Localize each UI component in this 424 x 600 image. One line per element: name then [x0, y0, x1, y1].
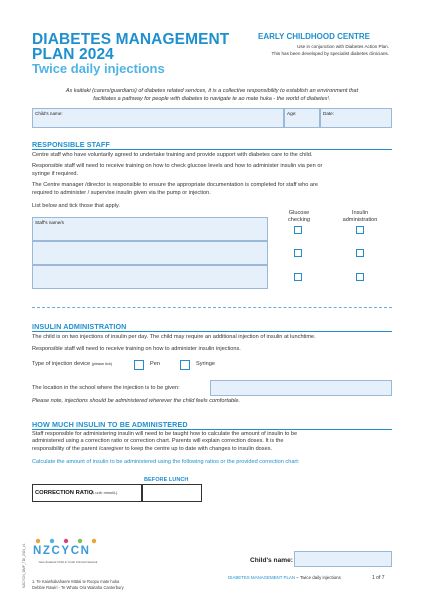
- insulin-checkbox-1[interactable]: [356, 226, 364, 234]
- staff-p2-line2: syringe if required.: [32, 170, 79, 177]
- title-line2: PLAN 2024: [32, 46, 114, 63]
- footer-child-name-field[interactable]: [294, 551, 392, 567]
- col-glucose-line2: checking: [287, 217, 311, 223]
- col-insulin-line2: administration: [342, 217, 378, 223]
- header-note-line1: Use in conjunction with Diabetes Action Plan.: [297, 44, 389, 49]
- syringe-checkbox[interactable]: [180, 360, 190, 370]
- logo-text: NZCYCN: [33, 545, 91, 557]
- title-line1: DIABETES MANAGEMENT: [32, 31, 230, 48]
- staff-p1: Centre staff who have voluntarily agreed to undertake training and provide support with diabetes care to the child.: [32, 152, 313, 158]
- how-much-line2: administered using a correction ratio or correction chart. Parents will explain correction doses. It is the: [32, 438, 284, 445]
- date-field[interactable]: [320, 108, 392, 128]
- insulin-admin-rule: [32, 331, 392, 332]
- glucose-checkbox-3[interactable]: [294, 273, 302, 281]
- intro-line2: facilitates a pathway for people with diabetes to navigate te ao mate huka - the world of diabetes¹.: [93, 96, 331, 102]
- age-field[interactable]: [284, 108, 320, 128]
- pen-checkbox[interactable]: [134, 360, 144, 370]
- staff-name-field-3[interactable]: [32, 265, 268, 289]
- col-insulin-line1: Insulin: [351, 210, 369, 216]
- logo-subtext: New Zealand Child & Youth Clinical Network: [38, 560, 98, 564]
- correction-ratio-unit: (1 unit: mmol/L): [91, 491, 118, 495]
- age-label: Age:: [287, 111, 297, 116]
- staff-p3-line1: The Centre manager /director is responsible to ensure the appropriate documentation is completed for staff who are: [32, 182, 318, 189]
- syringe-label: Syringe: [196, 361, 215, 367]
- injection-type-label: Type of injection device: [32, 361, 91, 367]
- side-code: NZCYCN_DMP_TDI_2024_v1: [22, 543, 26, 588]
- footer-child-name-label: Child's name:: [250, 557, 293, 564]
- staff-name-field-2[interactable]: [32, 241, 268, 265]
- insulin-admin-p2: Responsible staff will need to receive training on how to administer insulin injections.: [32, 346, 241, 352]
- insulin-admin-heading: INSULIN ADMINISTRATION: [32, 322, 127, 331]
- date-label: Date:: [323, 111, 334, 116]
- correction-ratio-label-cell: [32, 484, 142, 502]
- how-much-heading: HOW MUCH INSULIN TO BE ADMINISTERED: [32, 420, 188, 429]
- staff-p3-line2: required to administer / supervise insulin given via the pump or injection.: [32, 189, 211, 196]
- staff-p2-line1: Responsible staff will need to receive training on how to check glucose levels and how to administer insulin via pen or: [32, 163, 323, 170]
- calc-instruction: Calculate the amount of insulin to be administered using the following ratios or the provided correction chart:: [32, 459, 300, 465]
- staff-heading: RESPONSIBLE STAFF: [32, 140, 110, 149]
- glucose-checkbox-2[interactable]: [294, 249, 302, 257]
- page-number: 1 of 7: [372, 575, 385, 581]
- before-lunch-label: BEFORE LUNCH: [144, 477, 189, 483]
- subtitle: Twice daily injections: [32, 61, 165, 76]
- intro-line1: As kaitiaki (carers/guardians) of diabetes related services, it is a collective responsibility to establish an environment that: [65, 88, 359, 94]
- col-glucose-line1: Glucose: [288, 210, 310, 216]
- insulin-admin-p1: The child is on two injections of insulin per day. The child may require an additional injection of insulin at lunchtime.: [32, 334, 316, 340]
- staff-heading-rule: [32, 149, 392, 150]
- pen-label: Pen: [150, 361, 160, 367]
- centre-title: EARLY CHILDHOOD CENTRE: [258, 32, 371, 41]
- footer-plan-label: DIABETES MANAGEMENT PLAN: [228, 575, 296, 580]
- location-label: The location in the school where the injection is to be given:: [32, 385, 180, 391]
- insulin-checkbox-3[interactable]: [356, 273, 364, 281]
- how-much-line1: Staff responsible for administering insulin will need to be taught how to calculate the amount of insulin to be: [32, 431, 298, 437]
- correction-ratio-before-lunch-field[interactable]: [142, 484, 202, 502]
- how-much-rule: [32, 429, 392, 430]
- nzcycn-logo: [32, 537, 112, 573]
- header-note-line2: This has been developed by specialist diabetes clinicians.: [271, 51, 389, 56]
- footnote-line2: Debbie Rawiri - Te Whatu Ora Waitaha Canterbury: [32, 585, 124, 590]
- child-name-label: Child's name:: [35, 111, 63, 116]
- location-field[interactable]: [210, 380, 392, 396]
- footnote-line1: 1. Te Kaiwhakahaere Mātai te Roopu mate huka: [32, 579, 120, 584]
- injection-type-hint: (please tick): [91, 362, 113, 366]
- staff-name-label: Staff's name/s: [35, 220, 64, 225]
- insulin-checkbox-2[interactable]: [356, 249, 364, 257]
- section-divider: [32, 307, 392, 308]
- staff-name-field-1[interactable]: [32, 217, 268, 241]
- glucose-checkbox-1[interactable]: [294, 226, 302, 234]
- list-instruction: List below and tick those that apply.: [32, 203, 120, 209]
- footer-plan-suffix: – Twice daily injections: [295, 575, 341, 580]
- child-name-field[interactable]: [32, 108, 284, 128]
- correction-ratio-label: CORRECTION RATIO: [35, 490, 94, 496]
- how-much-line3: responsibility of the parent /caregiver to keep the centre up to date with changes to insulin doses.: [32, 445, 273, 452]
- location-note: Please note, injections should be administered wherever the child feels comfortable.: [32, 398, 241, 404]
